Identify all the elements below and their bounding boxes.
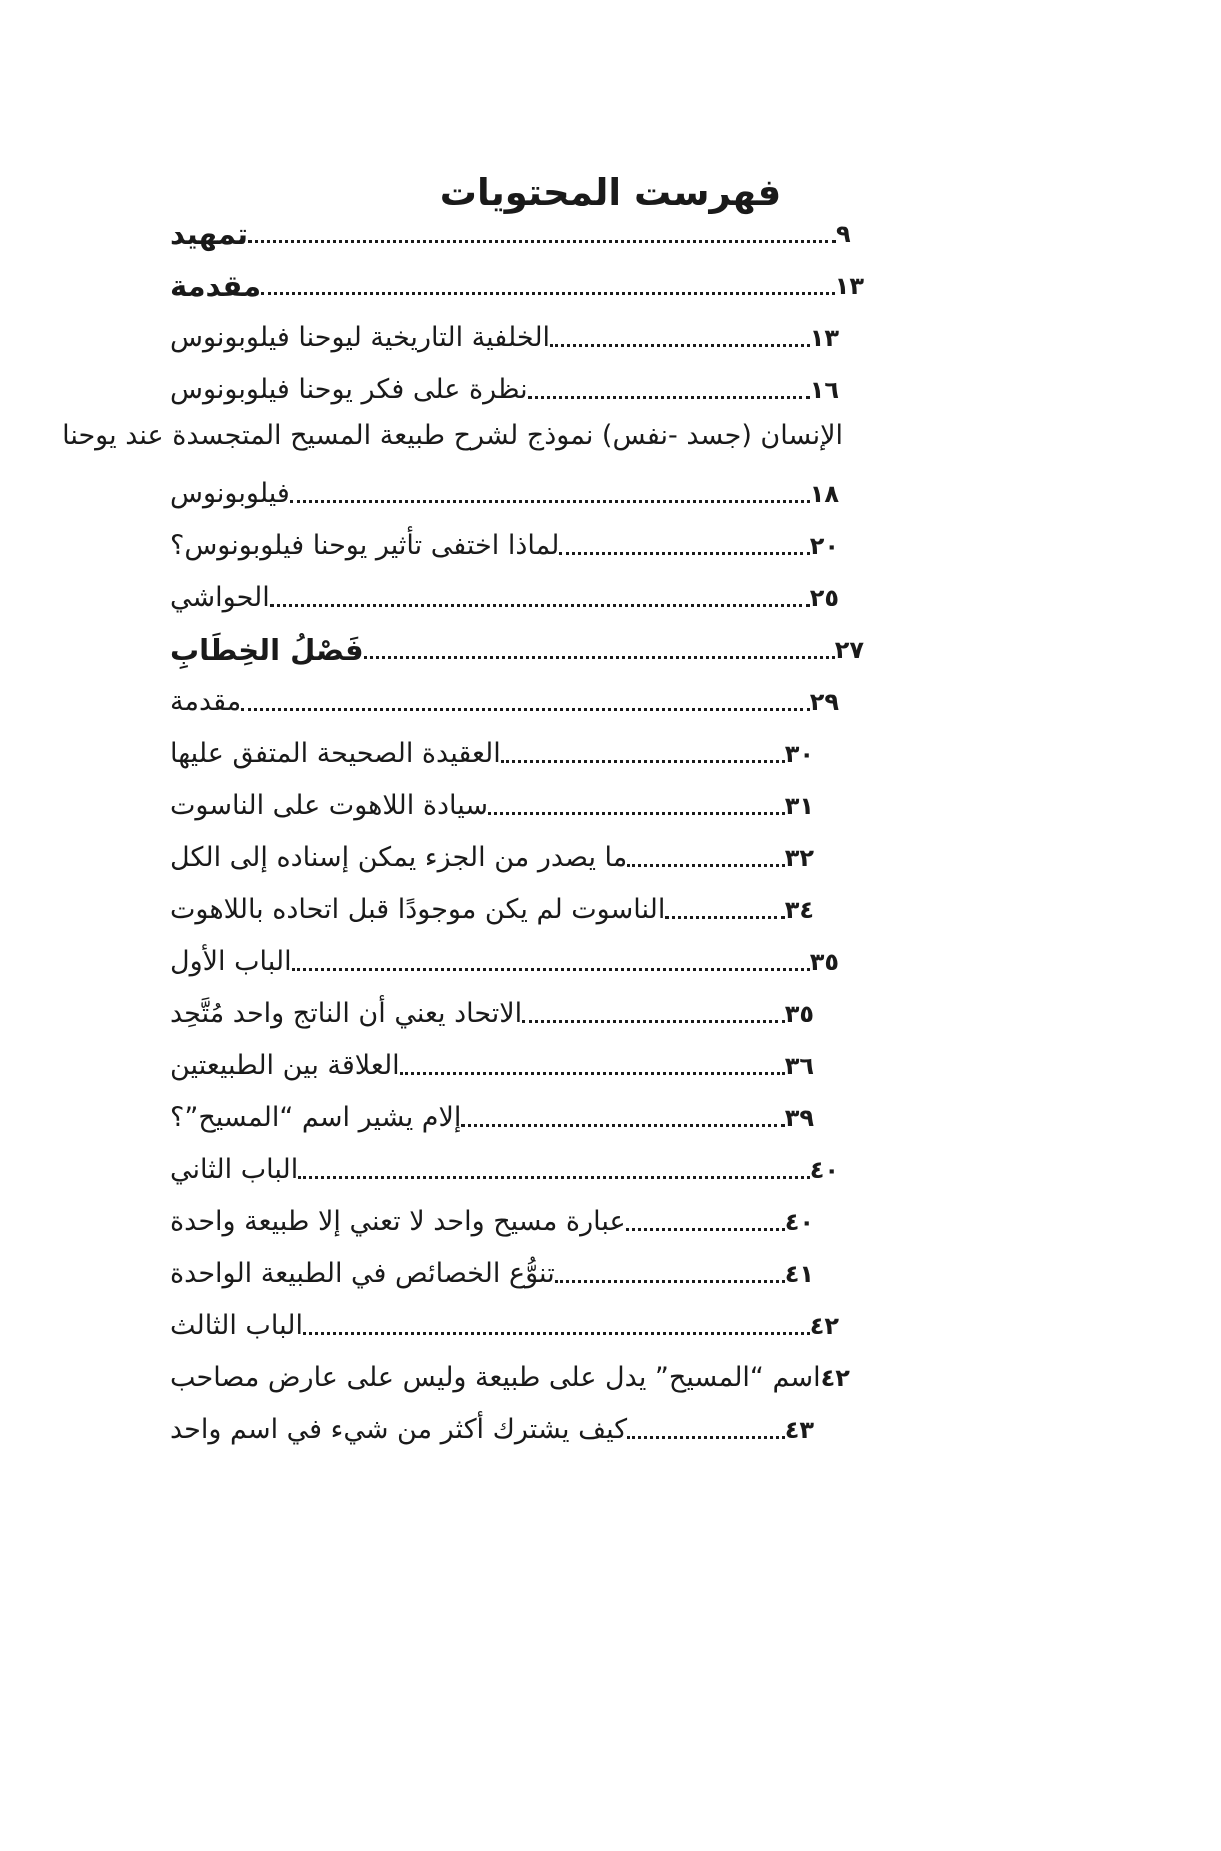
toc-entry-title: اسم “المسيح” يدل على طبيعة وليس على عارض مصاحب (170, 1362, 821, 1393)
toc-entry-title: الاتحاد يعني أن الناتج واحد مُتَّحِد (170, 998, 523, 1029)
toc-entry (160, 722, 818, 774)
toc-entry-title: العلاقة بين الطبيعتين (170, 1050, 400, 1081)
toc-leader-dots (488, 812, 785, 815)
toc-entry (160, 670, 843, 722)
toc-entry-title: العقيدة الصحيحة المتفق عليها (170, 738, 501, 769)
toc-entry (160, 1034, 818, 1086)
toc-entry-title: فيلوبونوس (170, 478, 290, 509)
toc-entry (160, 514, 843, 566)
toc-entry (160, 202, 868, 254)
toc-page-number: ٣٩ (784, 1104, 814, 1132)
toc-page-number: ٤٣ (784, 1416, 814, 1444)
toc-leader-dots (292, 968, 810, 971)
toc-entry-title: كيف يشترك أكثر من شيء في اسم واحد (170, 1414, 628, 1445)
toc-entry-title: فَصْلُ الخِطَابِ (170, 633, 364, 667)
toc-leader-dots (626, 1228, 785, 1231)
toc-page-number: ٢٧ (834, 636, 864, 664)
toc-entry-title: الخلفية التاريخية ليوحنا فيلوبونوس (170, 322, 551, 353)
toc-leader-dots (522, 1020, 785, 1023)
toc-entry-title: تمهيد (170, 217, 249, 251)
toc-page-number: ٣٢ (784, 844, 814, 872)
toc-entry-title: تنوُّع الخصائص في الطبيعة الواحدة (170, 1258, 555, 1289)
toc-entry (160, 462, 843, 514)
toc-entry-title: ما يصدر من الجزء يمكن إسناده إلى الكل (170, 842, 628, 873)
toc-entry-title: مقدمة (170, 686, 242, 717)
toc-entry-title: لماذا اختفى تأثير يوحنا فيلوبونوس؟ (170, 530, 560, 561)
toc-page-number: ٣٠ (784, 740, 814, 768)
toc-leader-dots (501, 760, 785, 763)
toc-entry-title: الباب الثاني (170, 1154, 299, 1185)
toc-leader-dots (528, 396, 810, 399)
toc-leader-dots (627, 1436, 785, 1439)
toc-page-number: ٣٤ (784, 896, 814, 924)
toc-entry (160, 1242, 818, 1294)
page-title: فهرست المحتويات (439, 171, 782, 214)
toc-leader-dots (248, 240, 836, 243)
toc-page-number: ٣٥ (784, 1000, 814, 1028)
toc-page-number: ٣٥ (809, 948, 839, 976)
toc-entry (160, 878, 818, 930)
toc-page-number: ٣١ (784, 792, 814, 820)
toc-entry (160, 826, 818, 878)
toc-leader-dots (555, 1280, 785, 1283)
toc-leader-dots (241, 708, 809, 711)
toc-leader-dots (364, 656, 835, 659)
toc-page-number: ٤٢ (809, 1312, 839, 1340)
toc-entry (160, 1294, 843, 1346)
toc-entry (160, 1346, 850, 1398)
toc-entry (160, 566, 843, 618)
toc-leader-dots (270, 604, 810, 607)
toc-leader-dots (627, 864, 784, 867)
toc-page-number: ٩ (836, 220, 851, 248)
toc-page-number: ٤١ (784, 1260, 814, 1288)
toc-entry (160, 774, 818, 826)
toc-leader-dots (559, 552, 809, 555)
toc-leader-dots (261, 292, 835, 295)
toc-entry-title: سيادة اللاهوت على الناسوت (170, 790, 489, 821)
toc-entry (160, 1138, 843, 1190)
toc-entry-title: الحواشي (170, 582, 270, 613)
toc-leader-dots (290, 500, 810, 503)
toc-page-number: ٢٠ (809, 532, 839, 560)
toc-entry-title: مقدمة (170, 269, 262, 303)
toc-entry-title: الباب الثالث (170, 1310, 303, 1341)
toc-entry (160, 306, 843, 358)
toc-leader-dots (665, 916, 784, 919)
toc-page-number: ١٣ (834, 272, 864, 300)
toc-entry (160, 358, 843, 410)
toc-page-number: ٢٩ (809, 688, 839, 716)
toc-entry (160, 1190, 818, 1242)
toc-entry-title: عبارة مسيح واحد لا تعني إلا طبيعة واحدة (170, 1206, 626, 1237)
toc-page-number: ٢٥ (809, 584, 839, 612)
toc-leader-dots (400, 1072, 785, 1075)
toc-entry-title: الباب الأول (170, 946, 292, 977)
toc-entry-title: الناسوت لم يكن موجودًا قبل اتحاده باللاهوت (170, 894, 666, 925)
toc-page-number: ١٦ (809, 376, 839, 404)
toc-leader-dots (303, 1332, 810, 1335)
toc-entry (160, 618, 868, 670)
toc-page-number: ١٨ (809, 480, 839, 508)
toc-page-number: ٤٠ (809, 1156, 839, 1184)
toc-entry (160, 982, 818, 1034)
toc-page-number: ٤٢ (820, 1364, 850, 1392)
toc-leader-dots (461, 1124, 784, 1127)
toc-entry (160, 930, 843, 982)
toc-leader-dots (298, 1176, 809, 1179)
toc-entry (160, 1086, 818, 1138)
toc-page-number: ٣٦ (784, 1052, 814, 1080)
toc-leader-dots (550, 344, 810, 347)
toc-entry (160, 254, 868, 306)
toc-entry (160, 1398, 818, 1450)
toc-page-number: ١٣ (809, 324, 839, 352)
toc-entry-title: إلام يشير اسم “المسيح”؟ (170, 1102, 462, 1133)
toc-page-number: ٤٠ (784, 1208, 814, 1236)
toc-entry-title: نظرة على فكر يوحنا فيلوبونوس (170, 374, 528, 405)
toc-entry-text: الإنسان (جسد -نفس) نموذج لشرح طبيعة المسيح المتجسدة عند يوحنا (62, 420, 843, 451)
